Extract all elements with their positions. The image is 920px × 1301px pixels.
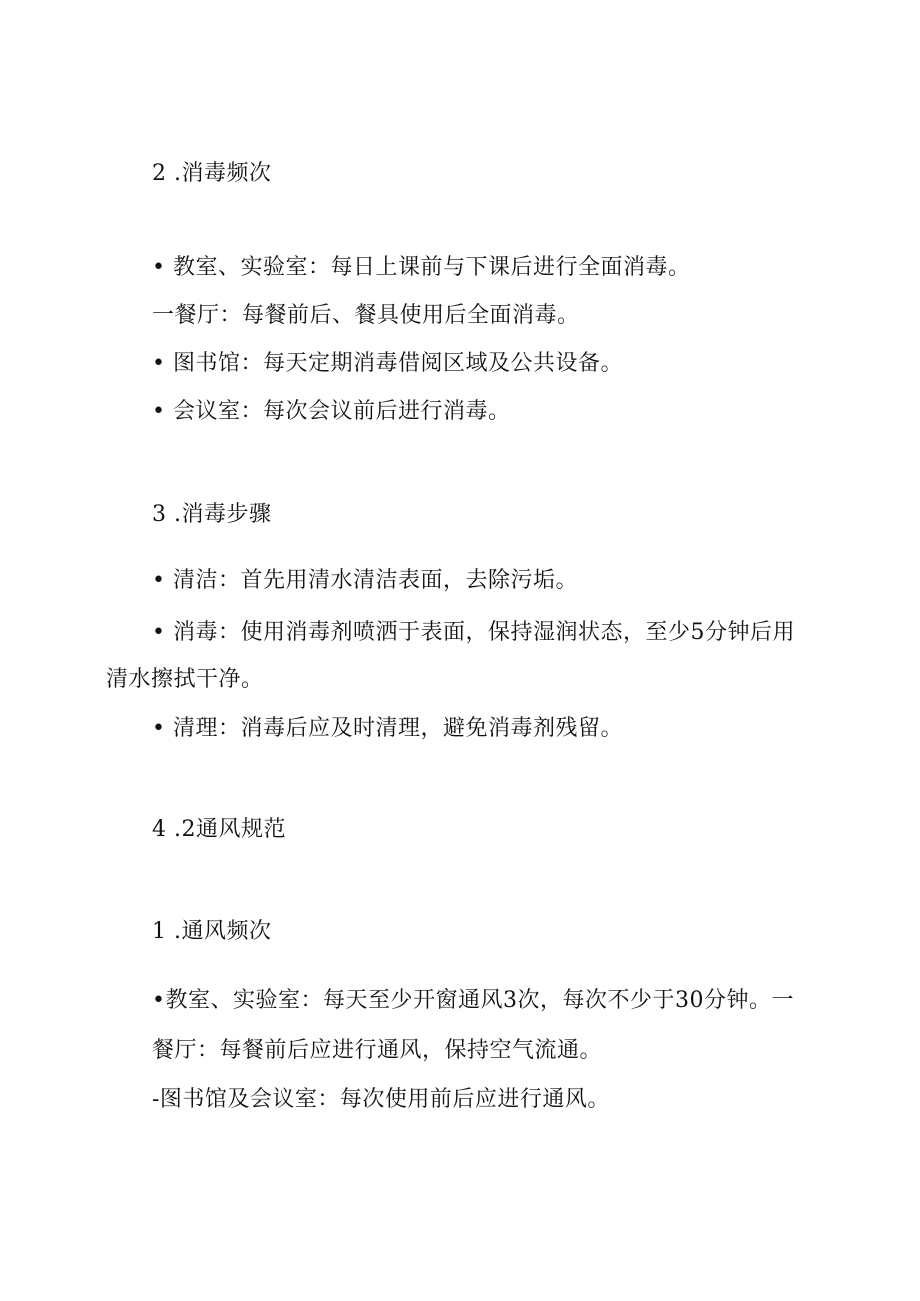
list-item-continuation: 餐厅：每餐前后应进行通风，保持空气流通。 <box>152 1038 603 1063</box>
list-item: • 图书馆：每天定期消毒借阅区域及公共设备。 <box>152 351 623 376</box>
list-item-continuation: 清水擦拭干净。 <box>106 667 264 692</box>
list-item: • 会议室：每次会议前后进行消毒。 <box>152 399 511 424</box>
list-item: • 清洁：首先用清水清洁表面，去除污垢。 <box>152 568 578 593</box>
list-item: • 消毒：使用消毒剂喷洒于表面，保持湿润状态，至少5分钟后用 <box>152 620 795 645</box>
list-item: -图书馆及会议室：每次使用前后应进行通风。 <box>152 1087 610 1112</box>
list-item: •教室、实验室：每天至少开窗通风3次，每次不少于30分钟。一 <box>152 988 794 1013</box>
section-heading-ventilation-frequency: 1 .通风频次 <box>152 919 272 944</box>
section-heading-ventilation-spec: 4 .2通风规范 <box>152 817 286 842</box>
section-heading-disinfection-frequency: 2 .消毒频次 <box>152 161 272 186</box>
section-heading-disinfection-steps: 3 .消毒步骤 <box>152 502 272 527</box>
list-item: • 教室、实验室：每日上课前与下课后进行全面消毒。 <box>152 255 691 280</box>
list-item: • 清理：消毒后应及时清理，避免消毒剂残留。 <box>152 716 623 741</box>
list-item: 一餐厅：每餐前后、餐具使用后全面消毒。 <box>152 303 580 328</box>
